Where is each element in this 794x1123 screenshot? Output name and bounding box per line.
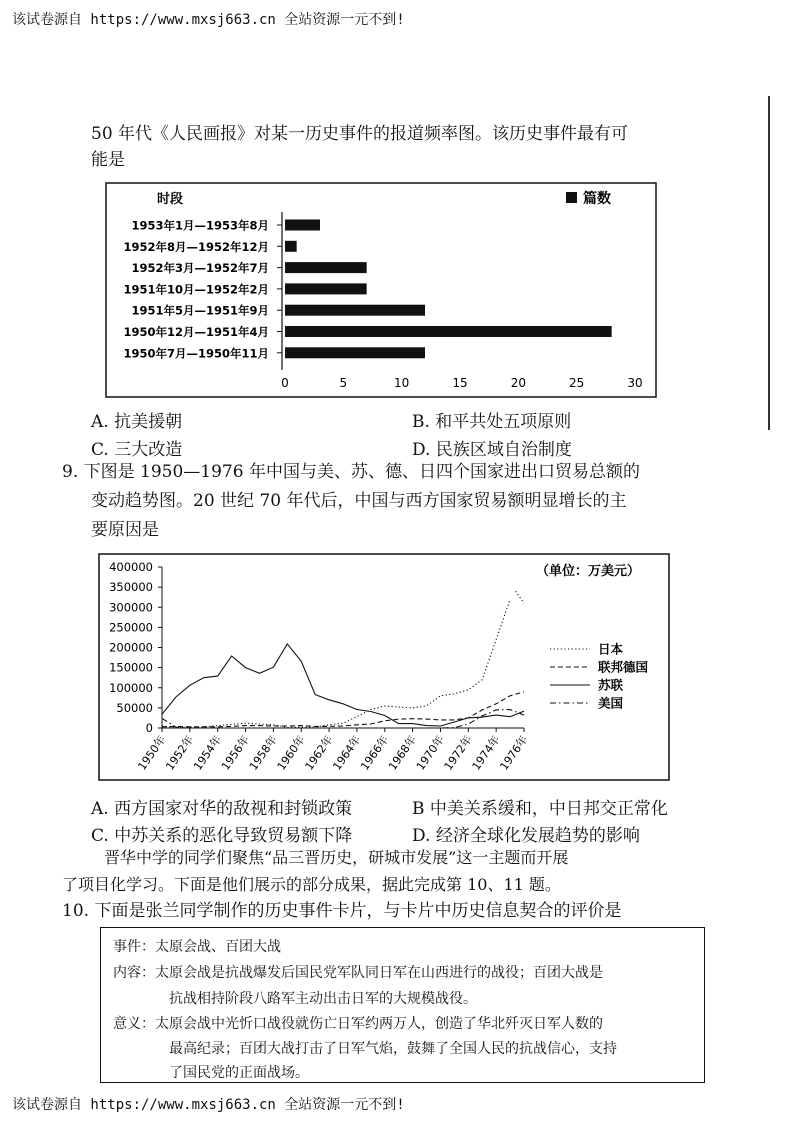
q8-bar-chart <box>105 182 657 398</box>
bar <box>285 241 297 252</box>
q9-option-d[interactable]: D. 经济全球化发展趋势的影响 <box>412 826 640 846</box>
x-tick-label: 1958年 <box>246 733 280 773</box>
x-tick-label: 1954年 <box>191 733 225 773</box>
x-tick-label: 1972年 <box>441 733 475 773</box>
margin-rule <box>768 96 770 430</box>
bar <box>285 347 425 358</box>
legend-label: 联邦德国 <box>598 659 649 675</box>
y-tick-label: 50000 <box>116 700 153 715</box>
q8-option-d[interactable]: D. 民族区域自治制度 <box>412 440 572 460</box>
q8-option-c[interactable]: C. 三大改造 <box>91 440 183 460</box>
page-header-watermark: 该试卷源自 https://www.mxsj663.cn 全站资源一元不到! <box>12 12 405 28</box>
x-tick-label: 1970年 <box>413 733 447 773</box>
x-tick-label: 5 <box>339 376 348 390</box>
category-label: 1951年10月—1952年2月 <box>123 282 269 297</box>
x-tick-label: 0 <box>281 376 289 390</box>
category-label: 1950年7月—1950年11月 <box>123 346 269 361</box>
q9-stem-line1: 9. 下图是 1950—1976 年中国与美、苏、德、日四个国家进出口贸易总额的 <box>62 462 640 482</box>
x-tick-label: 1952年 <box>163 733 197 773</box>
category-label: 1952年3月—1952年7月 <box>131 261 269 276</box>
legend-label: 苏联 <box>598 677 624 693</box>
event-card <box>100 927 705 1083</box>
intro-line1: 晋华中学的同学们聚焦“品三晋历史，研城市发展”这一主题而开展 <box>104 848 569 867</box>
card-line-content2: 抗战相持阶段八路军主动出击日军的大规模战役。 <box>169 991 477 1007</box>
bar <box>285 326 612 337</box>
category-label: 1952年8月—1952年12月 <box>123 239 269 254</box>
legend-swatch <box>566 192 577 203</box>
y-tick-label: 200000 <box>109 640 153 655</box>
q8-option-b[interactable]: B. 和平共处五项原则 <box>412 412 572 432</box>
x-tick-label: 1976年 <box>497 733 531 773</box>
y-header: 时段 <box>157 192 184 207</box>
legend-label: 日本 <box>598 641 624 657</box>
x-tick-label: 1950年 <box>135 733 169 773</box>
x-tick-label: 1956年 <box>218 733 252 773</box>
category-label: 1951年5月—1951年9月 <box>131 303 269 318</box>
y-tick-label: 250000 <box>109 620 153 635</box>
y-tick-label: 100000 <box>109 680 153 695</box>
x-tick-label: 1966年 <box>358 733 392 773</box>
q9-option-c[interactable]: C. 中苏关系的恶化导致贸易额下降 <box>91 826 353 846</box>
x-tick-label: 15 <box>452 376 468 390</box>
bar <box>285 283 367 294</box>
category-label: 1950年12月—1951年4月 <box>123 325 269 339</box>
card-line-content1: 内容：太原会战是抗战爆发后国民党军队同日军在山西进行的战役；百团大战是 <box>113 965 603 981</box>
card-line-meaning1: 意义：太原会战中光忻口战役就伤亡日军约两万人，创造了华北歼灭日军人数的 <box>113 1016 603 1032</box>
q9-stem-line3: 要原因是 <box>91 520 159 540</box>
card-line-event: 事件：太原会战、百团大战 <box>113 939 281 955</box>
y-tick-label: 0 <box>145 721 153 735</box>
q9-line-chart <box>98 553 670 781</box>
bar <box>285 220 320 231</box>
card-line-meaning2: 最高纪录；百团大战打击了日军气焰，鼓舞了全国人民的抗战信心，支持 <box>169 1041 617 1057</box>
q9-option-b[interactable]: B 中美关系缓和，中日邦交正常化 <box>412 799 668 819</box>
x-tick-label: 1962年 <box>302 733 336 773</box>
q9-stem-line2: 变动趋势图。20 世纪 70 年代后，中国与西方国家贸易额明显增长的主 <box>91 491 627 511</box>
category-label: 1953年1月—1953年8月 <box>131 218 269 233</box>
unit-label: （单位：万美元） <box>536 564 641 579</box>
x-tick-label: 10 <box>394 376 410 390</box>
card-line-meaning3: 了国民党的正面战场。 <box>169 1065 309 1081</box>
x-tick-label: 20 <box>510 376 526 390</box>
y-tick-label: 400000 <box>109 560 153 574</box>
q10-stem: 10. 下面是张兰同学制作的历史事件卡片，与卡片中历史信息契合的评价是 <box>62 901 622 921</box>
x-tick-label: 1974年 <box>469 733 503 773</box>
q8-stem-line2: 能是 <box>91 150 125 170</box>
q9-option-a[interactable]: A. 西方国家对华的敌视和封锁政策 <box>91 799 353 819</box>
y-tick-label: 300000 <box>109 600 153 615</box>
page-footer-watermark: 该试卷源自 https://www.mxsj663.cn 全站资源一元不到! <box>12 1097 405 1113</box>
x-tick-label: 30 <box>627 376 643 390</box>
bar <box>285 262 367 273</box>
x-tick-label: 1968年 <box>386 733 420 773</box>
y-tick-label: 350000 <box>109 580 153 595</box>
legend-label: 篇数 <box>583 191 611 207</box>
y-tick-label: 150000 <box>109 660 153 675</box>
q8-option-a[interactable]: A. 抗美援朝 <box>91 412 183 432</box>
q8-stem-line1: 50 年代《人民画报》对某一历史事件的报道频率图。该历史事件最有可 <box>91 124 629 144</box>
x-tick-label: 1964年 <box>330 733 364 773</box>
intro-line2: 了项目化学习。下面是他们展示的部分成果，据此完成第 10、11 题。 <box>62 875 561 894</box>
x-tick-label: 1960年 <box>274 733 308 773</box>
x-tick-label: 25 <box>569 376 585 390</box>
legend-label: 美国 <box>598 695 624 711</box>
bar <box>285 305 425 316</box>
